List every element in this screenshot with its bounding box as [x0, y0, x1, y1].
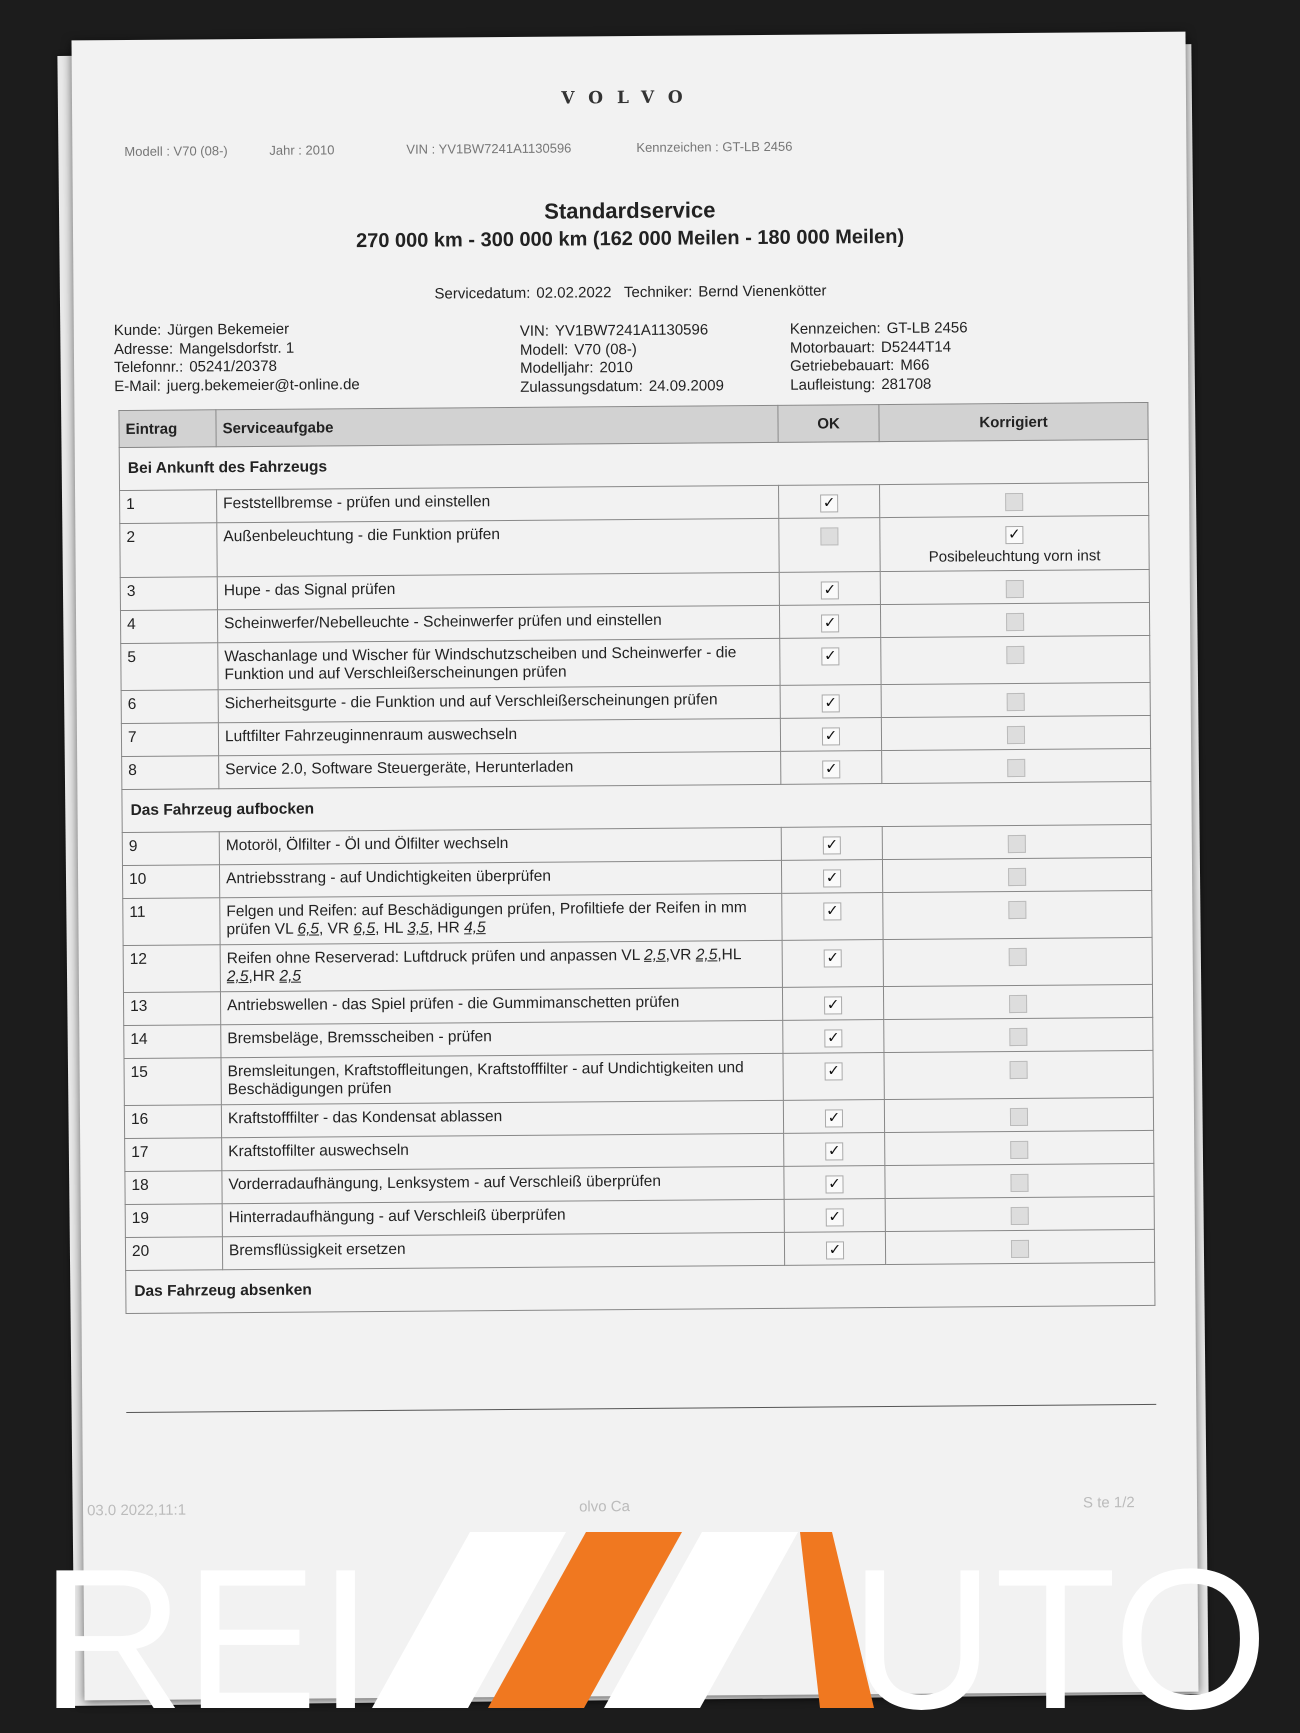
section-arrival-label: Bei Ankunft des Fahrzeugs: [119, 439, 1148, 490]
registration-label: Zulassungsdatum:: [520, 377, 643, 396]
row-task: [221, 1100, 783, 1137]
row-task-text: Felgen und Reifen: auf Beschädigungen prüfen, Profiltiefe der Reifen in mm prüfen: [226, 899, 747, 939]
page-title: Standardservice: [544, 197, 716, 224]
corrected-cell: [885, 1163, 1154, 1198]
row-task: [222, 1133, 784, 1170]
row-task-text: Motoröl, Ölfilter - Öl und Ölfilter wechseln: [225, 834, 509, 855]
volvo-logo: VOLVO: [561, 87, 697, 109]
model-value: V70 (08-): [574, 340, 637, 358]
row-task: [218, 718, 780, 755]
ok-cell: [780, 718, 881, 752]
vehicle-info-2: [790, 319, 968, 394]
watermark-text-right: UTO: [850, 1528, 1269, 1733]
tyre-value: 6,5: [297, 920, 320, 938]
corrected-cell: [880, 602, 1149, 637]
checked-checkbox: ✓: [821, 614, 839, 632]
customer-label: Kunde:: [113, 321, 162, 340]
ok-cell: [781, 860, 882, 894]
row-task: [220, 987, 782, 1024]
tyre-value: 2,5: [279, 967, 302, 985]
ok-cell: [784, 1133, 885, 1167]
corrected-cell: [882, 748, 1151, 783]
corrected-cell: [885, 1229, 1154, 1264]
checked-checkbox: ✓: [825, 1062, 843, 1080]
ok-cell: [784, 1166, 885, 1200]
tyre-label: VL: [274, 920, 294, 938]
ok-cell: [780, 638, 881, 686]
corrected-cell: [882, 824, 1151, 859]
row-task-text: Service 2.0, Software Steuergeräte, Herunterladen: [225, 758, 574, 779]
unchecked-checkbox: [1006, 646, 1024, 664]
row-task-text: Kraftstoffilter auswechseln: [228, 1141, 409, 1161]
registration-value: 24.09.2009: [648, 376, 724, 395]
row-task-text: Reifen ohne Reserverad: Luftdruck prüfen und anpassen: [226, 947, 618, 968]
checked-checkbox: ✓: [824, 949, 842, 967]
reiauto-watermark: [0, 1520, 1300, 1733]
checked-checkbox: ✓: [820, 494, 838, 512]
customer-email: juerg.bekemeier@t-online.de: [166, 375, 360, 395]
row-task-text: Sicherheitsgurte - die Funktion und auf Verschleißerscheinungen prüfen: [224, 691, 718, 713]
ok-cell: [779, 485, 880, 519]
ok-cell: [783, 1100, 884, 1134]
footer-company: olvo Ca: [578, 1498, 630, 1516]
unchecked-checkbox: [1008, 901, 1026, 919]
checked-checkbox: ✓: [825, 1109, 843, 1127]
table-row: [123, 937, 1152, 992]
modelyear-label: Modelljahr:: [520, 359, 594, 377]
gearbox-value: M66: [900, 356, 930, 374]
row-number: 16: [124, 1105, 221, 1139]
gearbox-label: Getriebebauart:: [790, 356, 895, 375]
col-serviceaufgabe: Serviceaufgabe: [216, 405, 778, 446]
corrected-cell: [880, 482, 1149, 517]
tyre-value: 2,5: [226, 968, 249, 986]
row-task: [217, 605, 779, 642]
ok-cell: [782, 940, 883, 988]
row-number: 10: [122, 865, 219, 899]
col-korrigiert: Korrigiert: [879, 402, 1148, 441]
row-task: [219, 751, 781, 788]
section-lift-label: Das Fahrzeug aufbocken: [122, 781, 1151, 832]
row-number: 7: [121, 723, 218, 757]
ok-cell: [779, 605, 880, 639]
checked-checkbox: ✓: [825, 1175, 843, 1193]
customer-address: Mangelsdorfstr. 1: [179, 339, 295, 358]
unchecked-checkbox: [1008, 835, 1026, 853]
row-task: [222, 1232, 784, 1269]
unchecked-checkbox: [1007, 759, 1025, 777]
table-row: [123, 890, 1152, 945]
unchecked-checkbox: [1009, 995, 1027, 1013]
ok-cell: [779, 572, 880, 606]
checked-checkbox: ✓: [823, 902, 841, 920]
checked-checkbox: ✓: [822, 727, 840, 745]
unchecked-checkbox: [1007, 726, 1025, 744]
customer-info: [114, 320, 360, 396]
vin-label: VIN:: [519, 322, 550, 340]
tyre-value: 2,5: [643, 946, 666, 964]
unchecked-checkbox: [820, 527, 838, 545]
checked-checkbox: ✓: [1005, 526, 1023, 544]
tyre-label: ,VR: [665, 946, 692, 964]
row-task: [218, 685, 780, 722]
row-number: 5: [121, 643, 218, 691]
engine-value: D5244T14: [880, 338, 952, 356]
correction-note: Posibeleuchtung vorn inst: [928, 547, 1101, 566]
ok-cell: [784, 1232, 885, 1266]
row-task: [217, 518, 779, 576]
technician: Bernd Vienenkötter: [698, 282, 827, 301]
header-kennzeichen: Kennzeichen : GT-LB 2456: [636, 138, 793, 155]
checked-checkbox: ✓: [825, 1142, 843, 1160]
ok-cell: [779, 518, 880, 573]
corrected-cell: [884, 1017, 1153, 1052]
service-table: [118, 402, 1155, 1314]
corrected-cell: [882, 857, 1151, 892]
col-ok: OK: [778, 405, 879, 443]
watermark-text-left: REI: [40, 1528, 374, 1733]
unchecked-checkbox: [1010, 1061, 1028, 1079]
row-number: 15: [124, 1058, 221, 1106]
row-number: 9: [122, 832, 219, 866]
corrected-cell: [881, 715, 1150, 750]
corrected-cell: [885, 1130, 1154, 1165]
corrected-cell: [883, 937, 1152, 986]
corrected-cell: [881, 682, 1150, 717]
row-task-text: Bremsbeläge, Bremsscheiben - prüfen: [227, 1028, 492, 1048]
plate-value: GT-LB 2456: [886, 319, 968, 338]
row-task: [219, 860, 781, 897]
plate-label: Kennzeichen:: [789, 320, 881, 338]
row-number: 19: [125, 1204, 222, 1238]
service-document: [71, 32, 1198, 1701]
unchecked-checkbox: [1009, 948, 1027, 966]
row-task-text: Scheinwerfer/Nebelleuchte - Scheinwerfer prüfen und einstellen: [224, 611, 662, 633]
ok-cell: [783, 1020, 884, 1054]
modelyear-value: 2010: [599, 359, 633, 377]
row-task: [218, 638, 780, 689]
table-row: [120, 515, 1149, 577]
mileage-value: 281708: [881, 375, 932, 393]
row-task-text: Bremsleitungen, Kraftstoffleitungen, Kraftstofffilter - auf Undichtigkeiten und Beschädigungen prüfen: [227, 1059, 744, 1099]
table-row: [121, 635, 1150, 690]
page-subtitle: 270 000 km - 300 000 km (162 000 Meilen - 180 000 Meilen): [355, 225, 905, 253]
row-task: [221, 1020, 783, 1057]
row-task-text: Feststellbremse - prüfen und einstellen: [223, 493, 491, 513]
ok-cell: [780, 685, 881, 719]
row-number: 17: [125, 1138, 222, 1172]
unchecked-checkbox: [1007, 693, 1025, 711]
row-number: 1: [120, 490, 217, 524]
tyre-label: , VR: [318, 920, 350, 938]
unchecked-checkbox: [1011, 1207, 1029, 1225]
row-task: [217, 572, 779, 609]
row-number: 14: [124, 1025, 221, 1059]
row-task: [217, 485, 779, 522]
row-task-text: Kraftstofffilter - das Kondensat ablassen: [227, 1108, 503, 1128]
row-task-text: Bremsflüssigkeit ersetzen: [228, 1240, 406, 1260]
model-label: Modell:: [519, 341, 569, 359]
corrected-cell: [885, 1196, 1154, 1231]
row-task-text: Luftfilter Fahrzeuginnenraum auswechseln: [224, 725, 518, 746]
technician-label: Techniker:: [623, 283, 693, 302]
row-number: 3: [120, 577, 217, 611]
row-task: [222, 1199, 784, 1236]
row-task-text: Außenbeleuchtung - die Funktion prüfen: [223, 526, 501, 546]
tyre-label: , HR: [428, 919, 460, 937]
row-number: 2: [120, 523, 217, 578]
tyre-value: 6,5: [353, 920, 376, 938]
row-task-text: Antriebsstrang - auf Undichtigkeiten überprüfen: [226, 867, 551, 888]
checked-checkbox: ✓: [826, 1208, 844, 1226]
service-line: [73, 280, 1187, 306]
engine-label: Motorbauart:: [789, 338, 876, 357]
row-task: [221, 1053, 783, 1104]
ok-cell: [781, 827, 882, 861]
unchecked-checkbox: [1011, 1240, 1029, 1258]
footer-rule: [126, 1404, 1156, 1413]
row-number: 18: [125, 1171, 222, 1205]
mileage-label: Laufleistung:: [790, 375, 876, 394]
row-task: [220, 893, 782, 944]
corrected-cell: [884, 1097, 1153, 1132]
row-number: 8: [122, 756, 219, 790]
section-lower: [126, 1262, 1155, 1313]
tyre-value: 2,5: [695, 946, 718, 964]
unchecked-checkbox: [1009, 1028, 1027, 1046]
tyre-value: 3,5: [407, 919, 429, 937]
row-number: 13: [123, 992, 220, 1026]
row-number: 20: [125, 1237, 222, 1271]
row-task: [222, 1166, 784, 1203]
checked-checkbox: ✓: [823, 869, 841, 887]
unchecked-checkbox: [1008, 868, 1026, 886]
checked-checkbox: ✓: [826, 1241, 844, 1259]
unchecked-checkbox: [1005, 493, 1023, 511]
checked-checkbox: ✓: [822, 694, 840, 712]
footer-date: 03.0 2022,11:1: [86, 1501, 187, 1520]
checked-checkbox: ✓: [821, 647, 839, 665]
row-task-text: Hinterradaufhängung - auf Verschleiß überprüfen: [228, 1206, 566, 1227]
corrected-cell: [880, 515, 1149, 571]
unchecked-checkbox: [1010, 1108, 1028, 1126]
checked-checkbox: ✓: [824, 996, 842, 1014]
row-number: 4: [120, 610, 217, 644]
vehicle-info: [520, 321, 724, 397]
ok-cell: [784, 1199, 885, 1233]
header-vin: VIN : YV1BW7241A1130596: [406, 140, 572, 157]
corrected-cell: [883, 890, 1152, 939]
corrected-cell: [881, 635, 1150, 684]
tyre-value: 4,5: [464, 919, 486, 937]
table-row: [124, 1050, 1153, 1105]
service-date: 02.02.2022: [536, 284, 612, 302]
service-date-label: Servicedatum:: [434, 284, 531, 303]
footer-page: S te 1/2: [1082, 1494, 1135, 1512]
corrected-cell: [883, 984, 1152, 1019]
unchecked-checkbox: [1006, 580, 1024, 598]
checked-checkbox: ✓: [824, 1029, 842, 1047]
row-number: 6: [121, 690, 218, 724]
col-eintrag: Eintrag: [119, 410, 216, 448]
unchecked-checkbox: [1010, 1141, 1028, 1159]
ok-cell: [782, 893, 883, 941]
corrected-cell: [880, 569, 1149, 604]
customer-phone: 05241/20378: [189, 357, 277, 376]
checked-checkbox: ✓: [823, 836, 841, 854]
row-task: [219, 827, 781, 864]
row-task-text: Hupe - das Signal prüfen: [223, 580, 396, 600]
row-task-text: Waschanlage und Wischer für Windschutzscheiben und Scheinwerfer - die Funktion und auf Verschleißerscheinungen prüfen: [224, 644, 737, 684]
row-task: [220, 940, 782, 991]
header-jahr: Jahr : 2010: [269, 142, 335, 158]
row-number: 12: [123, 945, 220, 993]
phone-label: Telefonnr.:: [114, 358, 184, 377]
ok-cell: [782, 987, 883, 1021]
unchecked-checkbox: [1010, 1174, 1028, 1192]
address-label: Adresse:: [113, 340, 174, 358]
ok-cell: [781, 751, 882, 785]
row-task-text: Vorderradaufhängung, Lenksystem - auf Verschleiß überprüfen: [228, 1172, 662, 1194]
checked-checkbox: ✓: [822, 760, 840, 778]
row-task-text: Antriebswellen - das Spiel prüfen - die Gummimanschetten prüfen: [227, 993, 680, 1015]
tyre-label: , HL: [374, 919, 403, 938]
email-label: E-Mail:: [114, 377, 161, 395]
ok-cell: [783, 1053, 884, 1101]
tyre-label: ,HL: [717, 946, 741, 964]
corrected-cell: [884, 1050, 1153, 1099]
checked-checkbox: ✓: [821, 581, 839, 599]
unchecked-checkbox: [1006, 613, 1024, 631]
section-lower-label: Das Fahrzeug absenken: [126, 1262, 1155, 1313]
customer-name: Jürgen Bekemeier: [167, 320, 290, 339]
tyre-label: ,HR: [248, 967, 276, 986]
header-modell: Modell : V70 (08-): [124, 143, 228, 159]
row-number: 11: [123, 898, 220, 946]
tyre-label: VL: [621, 946, 640, 965]
vin-value: YV1BW7241A1130596: [554, 321, 709, 340]
